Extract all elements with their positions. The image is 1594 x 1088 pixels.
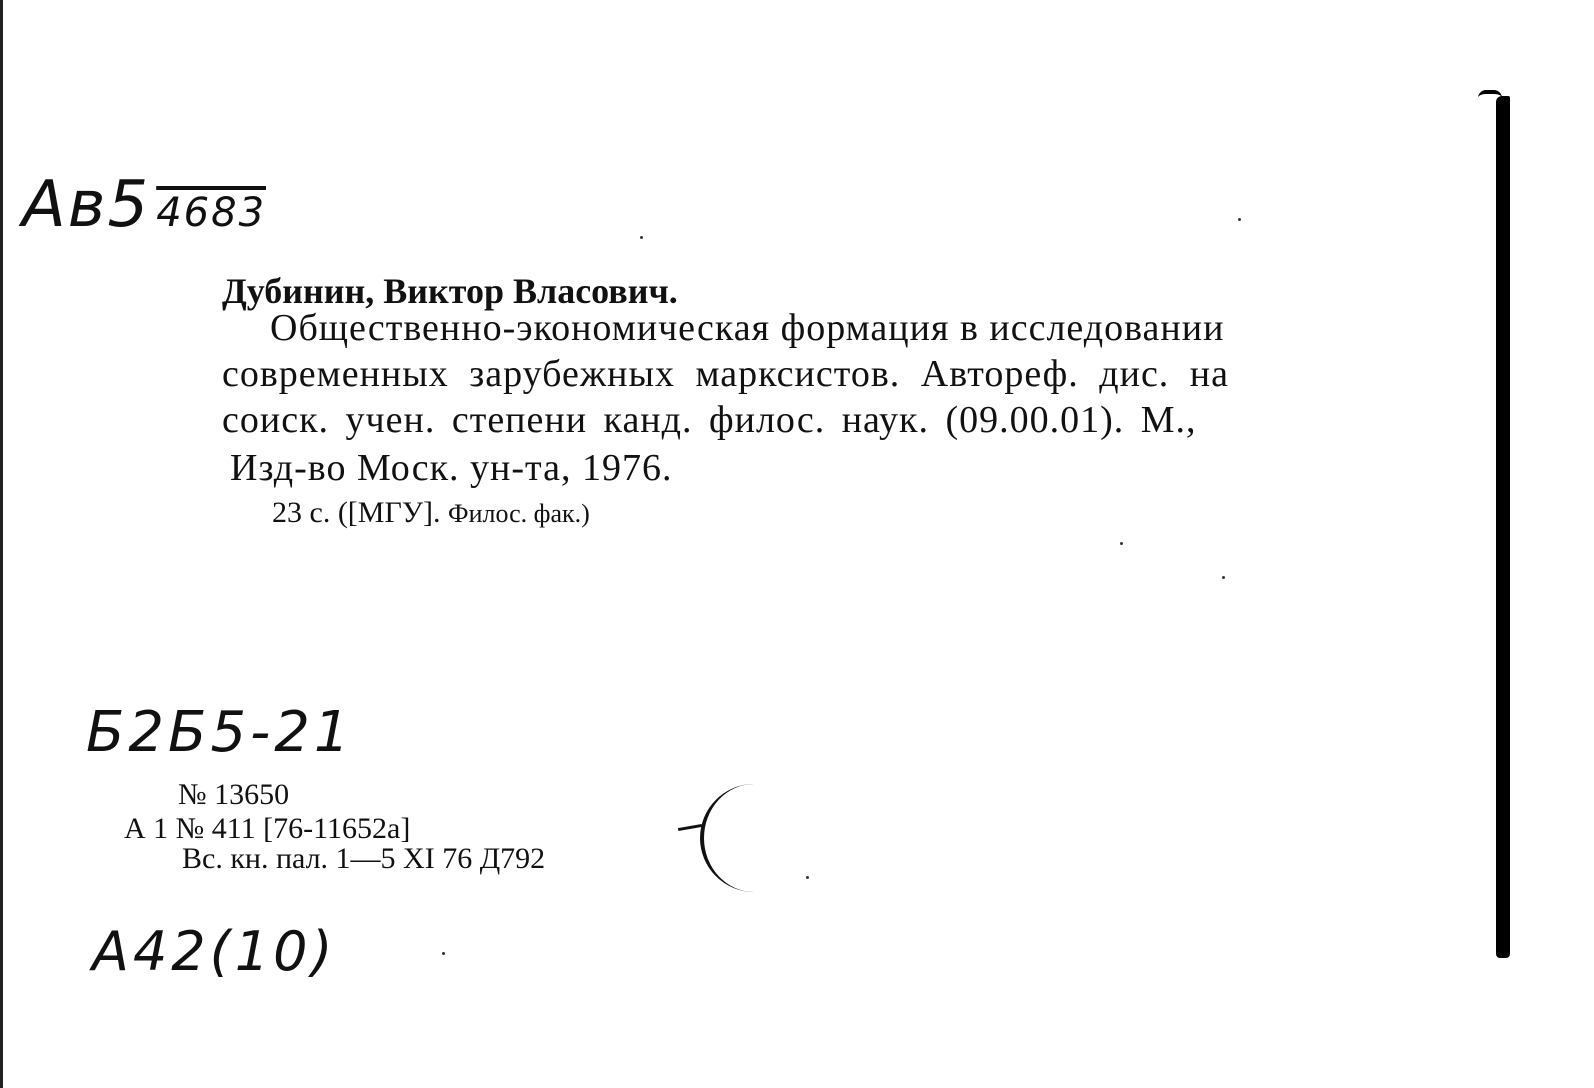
record-number: № 13650 (178, 778, 290, 811)
speck (442, 952, 445, 955)
shelf-mark-top: Ав5 4683 (22, 168, 267, 242)
title-line-3: соиск. учен. степени канд. филос. наук. (09.00.01). М., (222, 399, 1197, 441)
handwritten-bracket (700, 784, 774, 892)
title-line-4: Изд-во Моск. ун-та, 1976. (230, 447, 673, 489)
author-heading: Дубинин, Виктор Власович. (222, 271, 678, 311)
shelf-mark-middle: Б2Б5-21 (86, 700, 354, 765)
pages-note: Филос. фак.) (448, 499, 590, 528)
card-left-edge (0, 0, 3, 1088)
pagination-line (272, 496, 590, 530)
book-chamber-line: Вс. кн. пал. 1—5 XI 76 Д792 (182, 842, 546, 875)
speck (1238, 218, 1241, 221)
shelf-mark-bottom: А42(10) (92, 920, 337, 983)
speck (640, 236, 643, 239)
margin-bar (1496, 96, 1510, 958)
speck (1120, 542, 1123, 545)
speck (806, 876, 809, 879)
title-line-2: современных зарубежных марксистов. Автореф. дис. на (222, 353, 1230, 395)
title-line-1: Общественно-экономическая формация в исследовании (270, 307, 1225, 349)
speck (1222, 576, 1225, 579)
bracket-tick (678, 824, 702, 831)
registration-line: А 1 № 411 [76-11652а] (124, 812, 411, 845)
shelf-mark-top-number: 4683 (156, 190, 267, 236)
pages: 23 с. ([МГУ]. (272, 496, 441, 529)
